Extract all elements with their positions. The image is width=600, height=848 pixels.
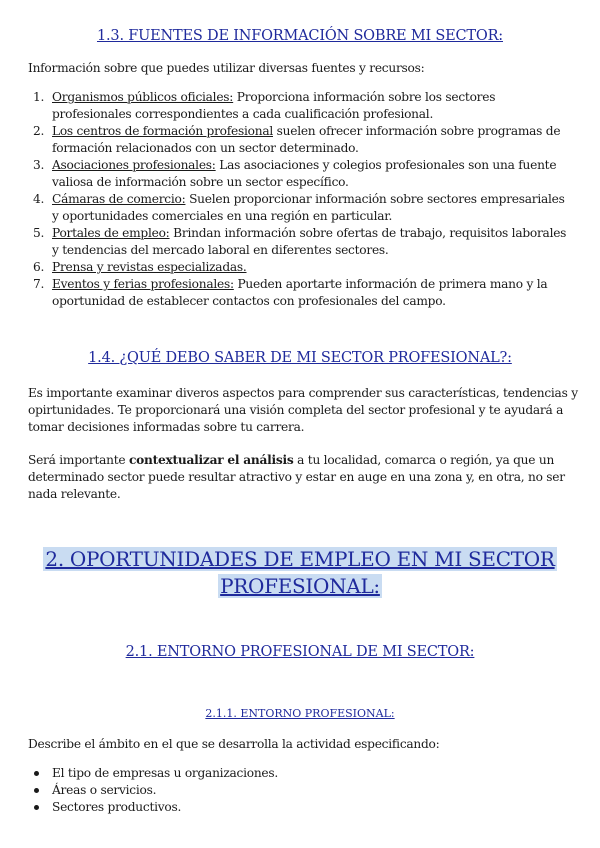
list-item: 4. Cámaras de comercio: Suelen proporcionar información sobre sectores empresariales y oportunidades comerciales en una región en particular. [33,192,565,223]
list-item: Sectores productivos. [0,799,278,816]
list-item: El tipo de empresas u organizaciones. [0,765,278,782]
list-item: Áreas o servicios. [0,782,278,799]
list-item: 3. Asociaciones profesionales: Las asociaciones y colegios profesionales son una fuente valiosa de información sobre un sector específico. [33,158,557,189]
section-2-1-1-heading: 2.1.1. ENTORNO PROFESIONAL: [205,707,395,720]
section-2-1-1-paragraph: Describe el ámbito en el que se desarrolla la actividad especificando: [28,737,440,751]
section-1-4-heading: 1.4. ¿QUÉ DEBO SABER DE MI SECTOR PROFESIONAL?: [88,350,512,366]
environment-bullet-list [0,765,278,816]
section-2-heading: 2. OPORTUNIDADES DE EMPLEO EN MI SECTOR PROFESIONAL: [45,547,555,598]
list-item: 1. Organismos públicos oficiales: Proporciona información sobre los sectores profesionales correspondientes a cada cualificación profesional. [33,90,496,121]
section-1-4-paragraph-2: Será importante contextualizar el análisis a tu localidad, comarca o región, ya que un determinado sector puede resultar atractivo y estar en auge en una zona y, en otra, no ser nada relevante. [28,453,565,501]
list-item: 5. Portales de empleo: Brindan información sobre ofertas de trabajo, requisitos laborales y tendencias del mercado laboral en diferentes sectores. [33,226,567,257]
list-item: 2. Los centros de formación profesional suelen ofrecer información sobre programas de formación relacionados con un sector determinado. [33,124,561,155]
section-2-1-heading: 2.1. ENTORNO PROFESIONAL DE MI SECTOR: [125,644,475,660]
section-1-4-paragraph-1: Es importante examinar diveros aspectos para comprender sus características, tendencias y opirtunidades. Te proporcionará una visión completa del sector profesional y te ayudará a tomar decisiones informadas sobre tu carrera. [28,386,578,434]
section-1-3-intro: Información sobre que puedes utilizar diversas fuentes y recursos: [28,61,425,75]
list-item: 6. Prensa y revistas especializadas. [33,260,247,274]
list-item: 7. Eventos y ferias profesionales: Pueden aportarte información de primera mano y la oportunidad de establecer contactos con profesionales del campo. [33,277,548,308]
section-1-3-heading: 1.3. FUENTES DE INFORMACIÓN SOBRE MI SECTOR: [96,28,503,44]
information-sources-list [0,89,572,310]
